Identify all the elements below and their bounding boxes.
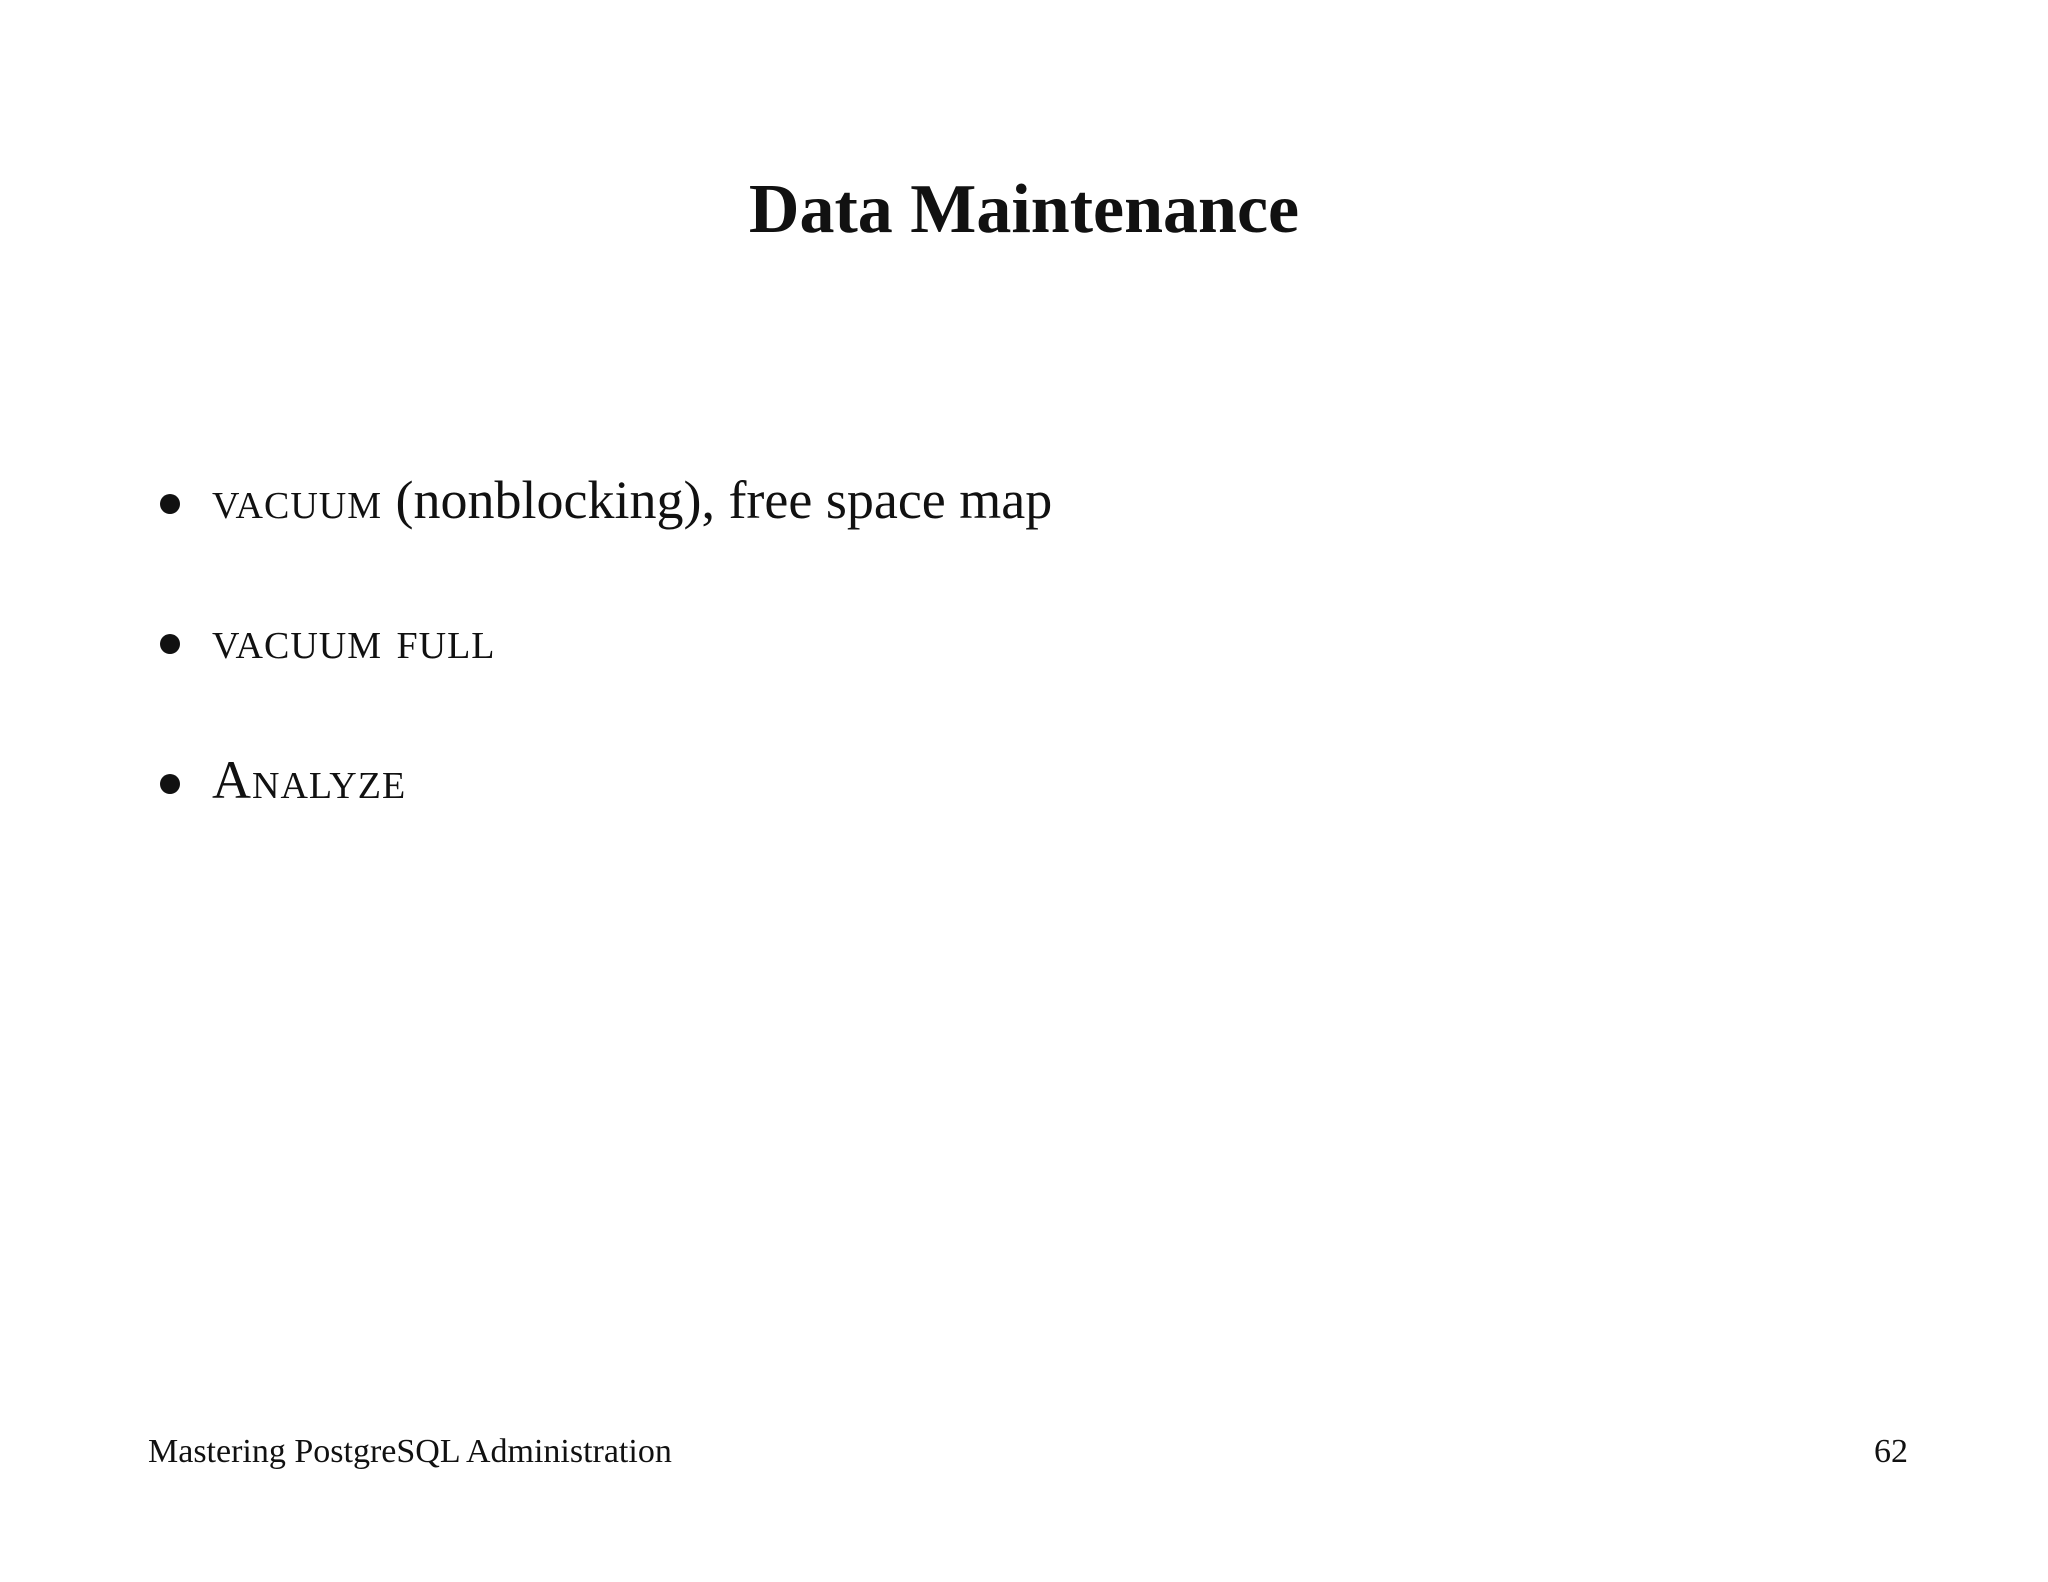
command-name: vacuum	[212, 470, 383, 530]
bullet-text	[212, 465, 1052, 535]
bullet-dot-icon	[160, 494, 180, 514]
command-name: Analyze	[212, 750, 407, 810]
bullet-dot-icon	[160, 634, 180, 654]
footer-presentation-title: Mastering PostgreSQL Administration	[148, 1433, 672, 1470]
bullet-dot-icon	[160, 774, 180, 794]
bullet-description: (nonblocking), free space map	[382, 470, 1053, 530]
bullet-text	[212, 745, 406, 815]
footer-page-number: 62	[1874, 1433, 1908, 1470]
command-name: vacuum full	[212, 610, 496, 670]
slide-title: Data Maintenance	[748, 171, 1300, 248]
bullet-text	[212, 605, 496, 675]
